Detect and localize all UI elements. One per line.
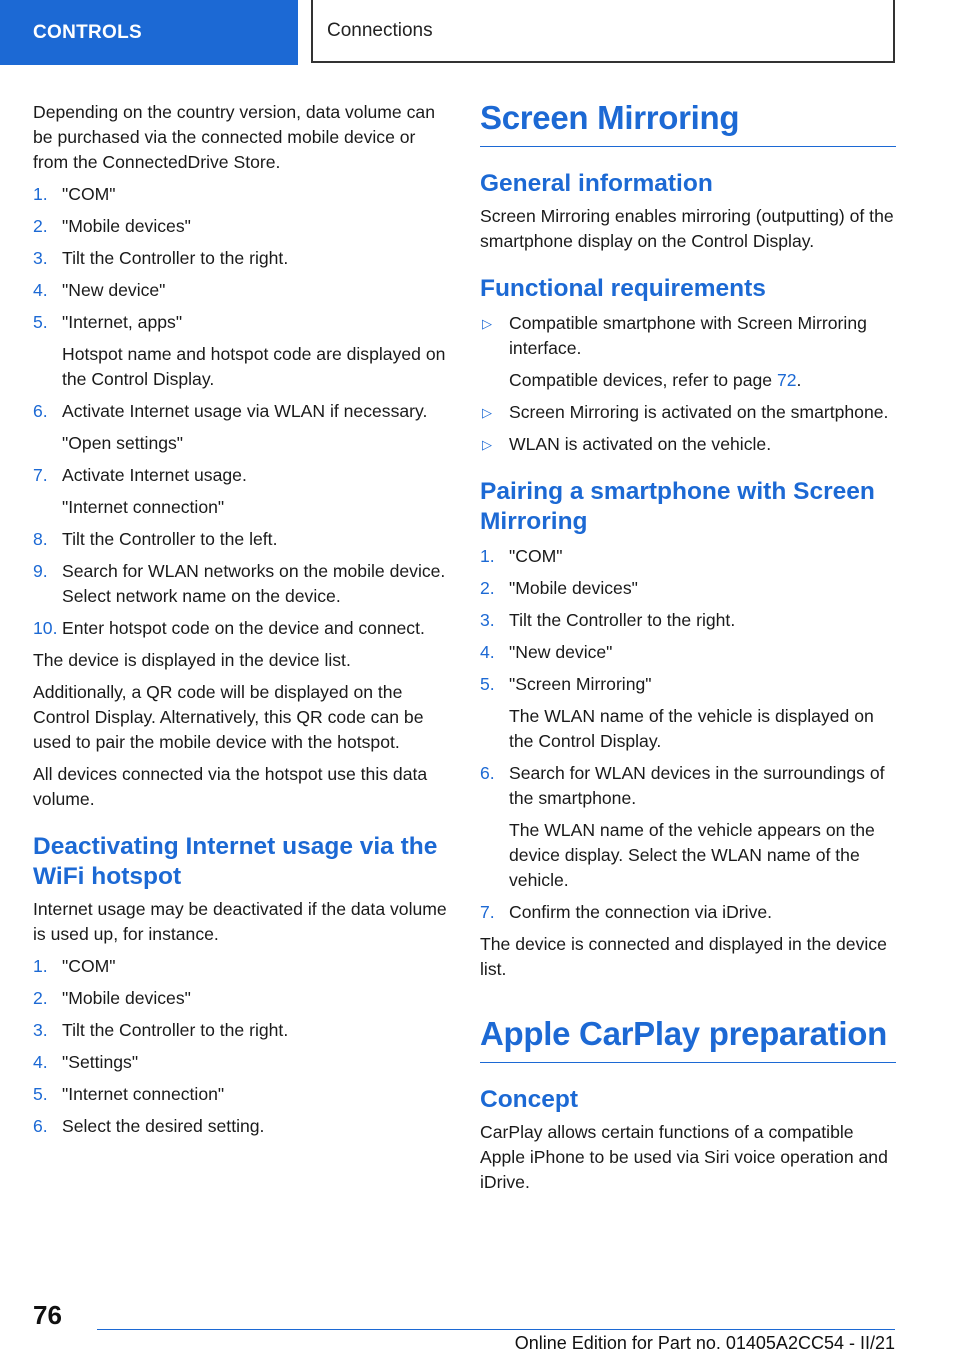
intro-paragraph: Depending on the country version, data volume can be purchased via the connected mobile device or from the ConnectedDrive Store. [33,102,435,172]
concept-text: CarPlay allows certain functions of a compatible Apple iPhone to be used via Siri voice operation and iDrive. [480,1122,888,1192]
list-item [480,576,896,601]
list-item [33,527,448,552]
list-item [33,310,448,392]
step-number: 1. [33,956,48,976]
requirement-text: Screen Mirroring is activated on the smartphone. [509,402,889,422]
heading-functional-requirements: Functional requirements [480,275,766,302]
step-number: 5. [33,1084,48,1104]
step-number: 7. [480,902,495,922]
step-text: Tilt the Controller to the left. [62,529,278,549]
step-text: "Screen Mirroring" [509,674,652,694]
list-item [480,311,896,393]
step-number: 4. [33,280,48,300]
title-screen-mirroring: Screen Mirroring [480,98,896,147]
step-number: 1. [33,184,48,204]
step-text: "COM" [62,956,116,976]
list-item [33,1050,448,1075]
step-number: 1. [480,546,495,566]
hotspot-steps-list [33,182,448,641]
step-number: 2. [480,578,495,598]
chapter-tab [311,0,895,63]
step-number: 6. [33,1116,48,1136]
step-text: Tilt the Controller to the right. [62,1020,289,1040]
heading-general-information: General information [480,170,713,197]
step-number: 5. [480,674,495,694]
step-text: Confirm the connection via iDrive. [509,902,773,922]
bullet-triangle-icon: ▷ [482,437,492,452]
list-item [33,182,448,207]
step-number: 3. [33,248,48,268]
requirement-text: Compatible smartphone with Screen Mirroring interface. [509,313,867,358]
list-item [33,463,448,520]
list-item [480,640,896,665]
step-text: "Mobile devices" [62,988,191,1008]
footer-rule [97,1329,895,1330]
list-item [33,214,448,239]
step-subtext: The WLAN name of the vehicle is displayed on the Control Display. [509,706,874,751]
heading-deactivating: Deactivating Internet usage via the WiFi hotspot [33,833,438,890]
right-column [480,98,896,1202]
list-item [33,1114,448,1139]
section-title: CONTROLS [33,21,143,43]
step-text: "New device" [509,642,613,662]
requirement-subtext [509,368,896,393]
list-item [480,672,896,754]
page-reference-link[interactable]: 72 [776,370,797,390]
list-item [480,900,896,925]
list-item [480,432,896,457]
step-number: 3. [33,1020,48,1040]
bullet-triangle-icon: ▷ [482,405,492,420]
general-information-text: Screen Mirroring enables mirroring (outputting) of the smartphone display on the Control Display. [480,206,894,251]
step-subtext: "Internet connection" [62,497,225,517]
deactivating-intro: Internet usage may be deactivated if the data volume is used up, for instance. [33,899,447,944]
step-number: 4. [33,1052,48,1072]
step-number: 8. [33,529,48,549]
left-column [33,100,448,1146]
step-number: 3. [480,610,495,630]
step-number: 5. [33,312,48,332]
footer-edition: Online Edition for Part no. 01405A2CC54 - II/21 [514,1333,895,1353]
list-item [33,559,448,609]
step-text: Tilt the Controller to the right. [62,248,289,268]
step-text: Activate Internet usage. [62,465,247,485]
step-number: 6. [480,763,495,783]
step-number: 2. [33,988,48,1008]
step-text: Search for WLAN networks on the mobile device. Select network name on the device. [62,561,446,606]
step-text: Activate Internet usage via WLAN if necessary. [62,401,428,421]
section-tab [0,0,298,65]
list-item [33,986,448,1011]
step-subtext: "Open settings" [62,433,184,453]
list-item [33,1082,448,1107]
list-item [480,400,896,425]
pairing-steps-list [480,544,896,925]
step-text: Search for WLAN devices in the surroundings of the smartphone. [509,763,885,808]
list-item [480,761,896,893]
list-item [33,616,448,641]
step-text: "Internet, apps" [62,312,183,332]
list-item [480,544,896,569]
bullet-triangle-icon: ▷ [482,316,492,331]
step-subtext: The WLAN name of the vehicle appears on the device display. Select the WLAN name of the vehicle. [509,820,875,890]
step-number: 10. [33,618,58,638]
heading-concept: Concept [480,1086,578,1113]
step-text: "COM" [509,546,563,566]
step-text: Tilt the Controller to the right. [509,610,736,630]
title-apple-carplay: Apple CarPlay preparation [480,1014,896,1063]
step-number: 9. [33,561,48,581]
step-number: 2. [33,216,48,236]
paragraph-qr-code: Additionally, a QR code will be displayed on the Control Display. Alternatively, this QR code can be used to pair the mobile device with the hotspot. [33,682,424,752]
step-text: "Mobile devices" [509,578,638,598]
subtext-prefix: Compatible devices, refer to page [509,370,777,390]
list-item [33,954,448,979]
step-text: "New device" [62,280,166,300]
heading-pairing: Pairing a smartphone with Screen Mirroring [480,478,875,535]
list-item [33,278,448,303]
step-text: Select the desired setting. [62,1116,265,1136]
paragraph-data-volume: All devices connected via the hotspot use this data volume. [33,764,428,809]
step-text: Enter hotspot code on the device and connect. [62,618,425,638]
page-number: 76 [33,1300,62,1330]
step-text: "Mobile devices" [62,216,191,236]
step-number: 4. [480,642,495,662]
list-item [33,246,448,271]
list-item [480,608,896,633]
step-text: "COM" [62,184,116,204]
chapter-title: Connections [327,19,433,41]
paragraph-device-list: The device is displayed in the device list. [33,650,351,670]
pairing-result-text: The device is connected and displayed in the device list. [480,934,887,979]
requirement-text: WLAN is activated on the vehicle. [509,434,772,454]
step-subtext: Hotspot name and hotspot code are displayed on the Control Display. [62,344,446,389]
step-text: "Internet connection" [62,1084,225,1104]
requirements-list [480,311,896,457]
step-number: 7. [33,465,48,485]
deactivating-steps-list [33,954,448,1139]
list-item [33,1018,448,1043]
list-item [33,399,448,456]
step-number: 6. [33,401,48,421]
step-text: "Settings" [62,1052,139,1072]
subtext-suffix: . [796,370,802,390]
